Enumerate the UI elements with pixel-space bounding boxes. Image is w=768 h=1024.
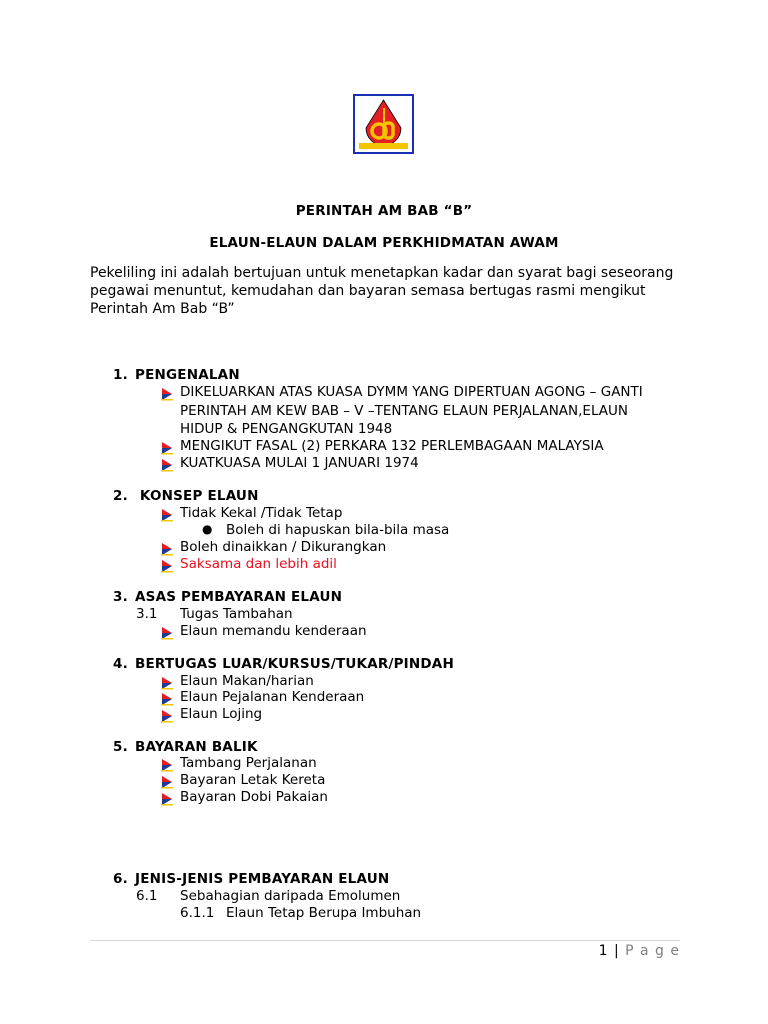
section-title: BERTUGAS LUAR/KURSUS/TUKAR/PINDAH (135, 656, 454, 672)
section-title: PENGENALAN (135, 367, 240, 383)
bullet-text: Elaun memandu kenderaan (180, 623, 367, 639)
page-footer (599, 943, 680, 959)
section-4-heading (113, 656, 454, 672)
section-title: JENIS-JENIS PEMBAYARAN ELAUN (135, 871, 390, 887)
section-number: 6. (113, 871, 128, 887)
section-2-heading (113, 488, 259, 504)
bullet-text: HIDUP & PENGANGKUTAN 1948 (180, 421, 393, 437)
bullet-text: Boleh dinaikkan / Dikurangkan (180, 539, 387, 555)
bullet-text: DIKELUARKAN ATAS KUASA DYMM YANG DIPERTUAN AGONG – GANTI (180, 384, 643, 400)
section-title: KONSEP ELAUN (135, 488, 259, 504)
arrow-bullet-icon (160, 775, 174, 789)
section-5-heading (113, 739, 258, 755)
section-3-heading (113, 589, 342, 605)
arrow-bullet-icon (160, 758, 174, 772)
section-number: 3. (113, 589, 128, 605)
bullet-text: Tambang Perjalanan (180, 755, 317, 771)
subsection-number: 3.1 (136, 606, 158, 622)
section-title: BAYARAN BALIK (135, 739, 258, 755)
page-number: 1 (598, 943, 609, 959)
section-number: 2. (113, 488, 128, 504)
subsection-number: 6.1 (136, 888, 158, 904)
arrow-bullet-icon (160, 458, 174, 472)
logo-emblem-icon (355, 96, 412, 152)
document-subtitle: ELAUN-ELAUN DALAM PERKHIDMATAN AWAM (209, 235, 559, 251)
bullet-text: Elaun Makan/harian (180, 673, 314, 689)
arrow-bullet-icon (160, 626, 174, 640)
arrow-bullet-icon (160, 542, 174, 556)
sub-bullet-text: Boleh di hapuskan bila-bila masa (226, 522, 450, 538)
bullet-text: Elaun Lojing (180, 706, 263, 722)
section-number: 4. (113, 656, 128, 672)
page-label: P a g e (625, 943, 680, 959)
bullet-text: Bayaran Dobi Pakaian (180, 789, 328, 805)
section-title: ASAS PEMBAYARAN ELAUN (135, 589, 343, 605)
subsection-title: Sebahagian daripada Emolumen (180, 888, 401, 904)
arrow-bullet-icon (160, 441, 174, 455)
round-bullet-icon: ● (202, 522, 213, 536)
bullet-text: Bayaran Letak Kereta (180, 772, 326, 788)
bullet-text: PERINTAH AM KEW BAB – V –TENTANG ELAUN PERJALANAN,ELAUN (180, 403, 628, 419)
institution-logo (353, 94, 414, 154)
arrow-bullet-icon (160, 692, 174, 706)
subsection-title: Tugas Tambahan (180, 606, 293, 622)
arrow-bullet-icon (160, 387, 174, 401)
footer-divider (90, 940, 680, 941)
section-number: 5. (113, 739, 128, 755)
arrow-bullet-icon (160, 508, 174, 522)
bullet-text: Tidak Kekal /Tidak Tetap (180, 505, 343, 521)
intro-paragraph: Pekeliling ini adalah bertujuan untuk menetapkan kadar dan syarat bagi seseorang pegawai menuntut, kemudahan dan bayaran semasa bertugas rasmi mengikut Perintah Am Bab “B” (90, 265, 674, 317)
section-number: 1. (113, 367, 128, 383)
bullet-text: KUATKUASA MULAI 1 JANUARI 1974 (180, 455, 419, 471)
arrow-bullet-icon (160, 559, 174, 573)
arrow-bullet-icon (160, 676, 174, 690)
arrow-bullet-icon (160, 709, 174, 723)
footer-separator: | (613, 943, 620, 959)
section-6-heading (113, 871, 389, 887)
bullet-text: Elaun Pejalanan Kenderaan (180, 689, 365, 705)
document-title: PERINTAH AM BAB “B” (295, 203, 473, 219)
subsubsection-number: 6.1.1 (180, 905, 215, 921)
section-1-heading (113, 367, 240, 383)
bullet-text: MENGIKUT FASAL (2) PERKARA 132 PERLEMBAGAAN MALAYSIA (180, 438, 604, 454)
arrow-bullet-icon (160, 792, 174, 806)
bullet-text-highlighted: Saksama dan lebih adil (180, 556, 337, 572)
subsubsection-title: Elaun Tetap Berupa Imbuhan (226, 905, 422, 921)
